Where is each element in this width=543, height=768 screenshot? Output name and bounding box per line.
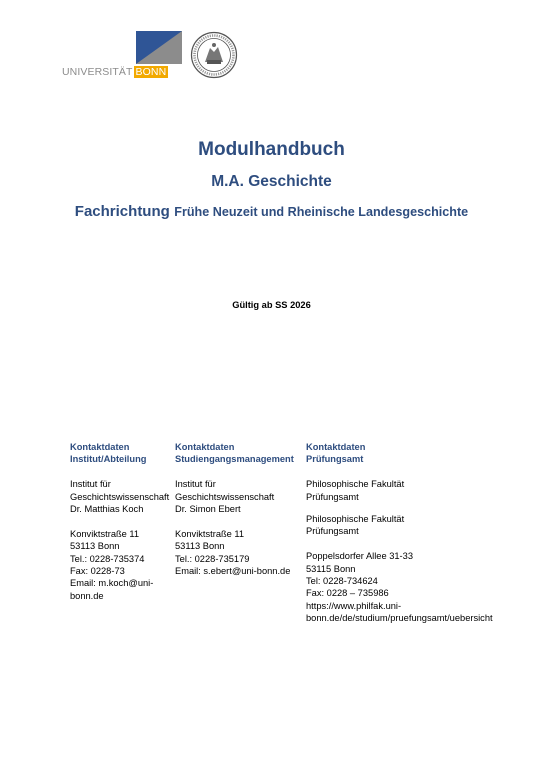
contact-line: 53115 Bonn — [306, 563, 356, 574]
contact-heading-line: Prüfungsamt — [306, 454, 364, 465]
contact-line: Philosophische Fakultät — [306, 479, 405, 490]
contact-line: Institut für — [70, 479, 111, 490]
university-seal-icon — [190, 31, 238, 79]
contact-line: Dr. Matthias Koch — [70, 504, 144, 515]
contact-line: 53113 Bonn — [70, 541, 120, 552]
contact-email-line: Email: s.ebert@uni-bonn.de — [175, 566, 291, 577]
university-logo — [62, 31, 182, 79]
logo-word-universitaet: UNIVERSITÄT — [62, 66, 133, 78]
contact-heading-line: Kontaktdaten — [306, 442, 366, 452]
logo-graphic-icon — [136, 31, 182, 64]
contact-heading — [175, 441, 303, 466]
contact-line: Geschichtswissenschaft — [70, 491, 170, 502]
contact-line: Prüfungsamt — [306, 526, 359, 537]
contact-line: Tel.: 0228-735374 — [70, 553, 145, 564]
contact-line: Tel.: 0228-735179 — [175, 553, 250, 564]
contact-line: Fax: 0228-73 — [70, 566, 125, 577]
validity-note: Gültig ab SS 2026 — [232, 300, 311, 310]
contact-column-exam-office — [306, 441, 521, 625]
contact-line: Geschichtswissenschaft — [175, 491, 275, 502]
contact-line: Tel: 0228-734624 — [306, 576, 378, 587]
contact-column-program-management — [175, 441, 303, 577]
contact-line: Poppelsdorfer Allee 31-33 — [306, 551, 413, 562]
contact-heading-line: Kontaktdaten — [70, 442, 130, 452]
contact-line: Dr. Simon Ebert — [175, 504, 241, 515]
contact-url-line: bonn.de/de/studium/pruefungsamt/uebersicht — [306, 613, 493, 624]
field-title — [0, 203, 543, 221]
contact-line: Philosophische Fakultät — [306, 514, 405, 525]
contact-heading-line: Studiengangsmanagement — [175, 454, 294, 465]
contact-url-line: https://www.philfak.uni- — [306, 600, 402, 611]
contact-heading — [306, 441, 521, 466]
contact-line: Konviktstraße 11 — [70, 528, 140, 539]
contact-line: Institut für — [175, 479, 216, 490]
logo-wordmark — [62, 66, 168, 78]
degree-title: M.A. Geschichte — [211, 173, 332, 190]
field-title-lead: Fachrichtung — [74, 203, 170, 220]
document-title: Modulhandbuch — [198, 139, 345, 160]
contact-email-line: bonn.de — [70, 590, 104, 601]
contact-column-institute — [70, 441, 174, 602]
logo-word-bonn: BONN — [135, 66, 167, 78]
contact-line: 53113 Bonn — [175, 541, 225, 552]
contact-heading — [70, 441, 174, 466]
contact-line: Konviktstraße 11 — [175, 528, 245, 539]
contact-line: Prüfungsamt — [306, 491, 359, 502]
contact-email-line: Email: m.koch@uni- — [70, 578, 154, 589]
contact-heading-line: Kontaktdaten — [175, 442, 235, 452]
contact-line: Fax: 0228 – 735986 — [306, 588, 389, 599]
field-title-rest: Frühe Neuzeit und Rheinische Landesgeschichte — [174, 205, 469, 219]
contact-heading-line: Institut/Abteilung — [70, 454, 147, 465]
